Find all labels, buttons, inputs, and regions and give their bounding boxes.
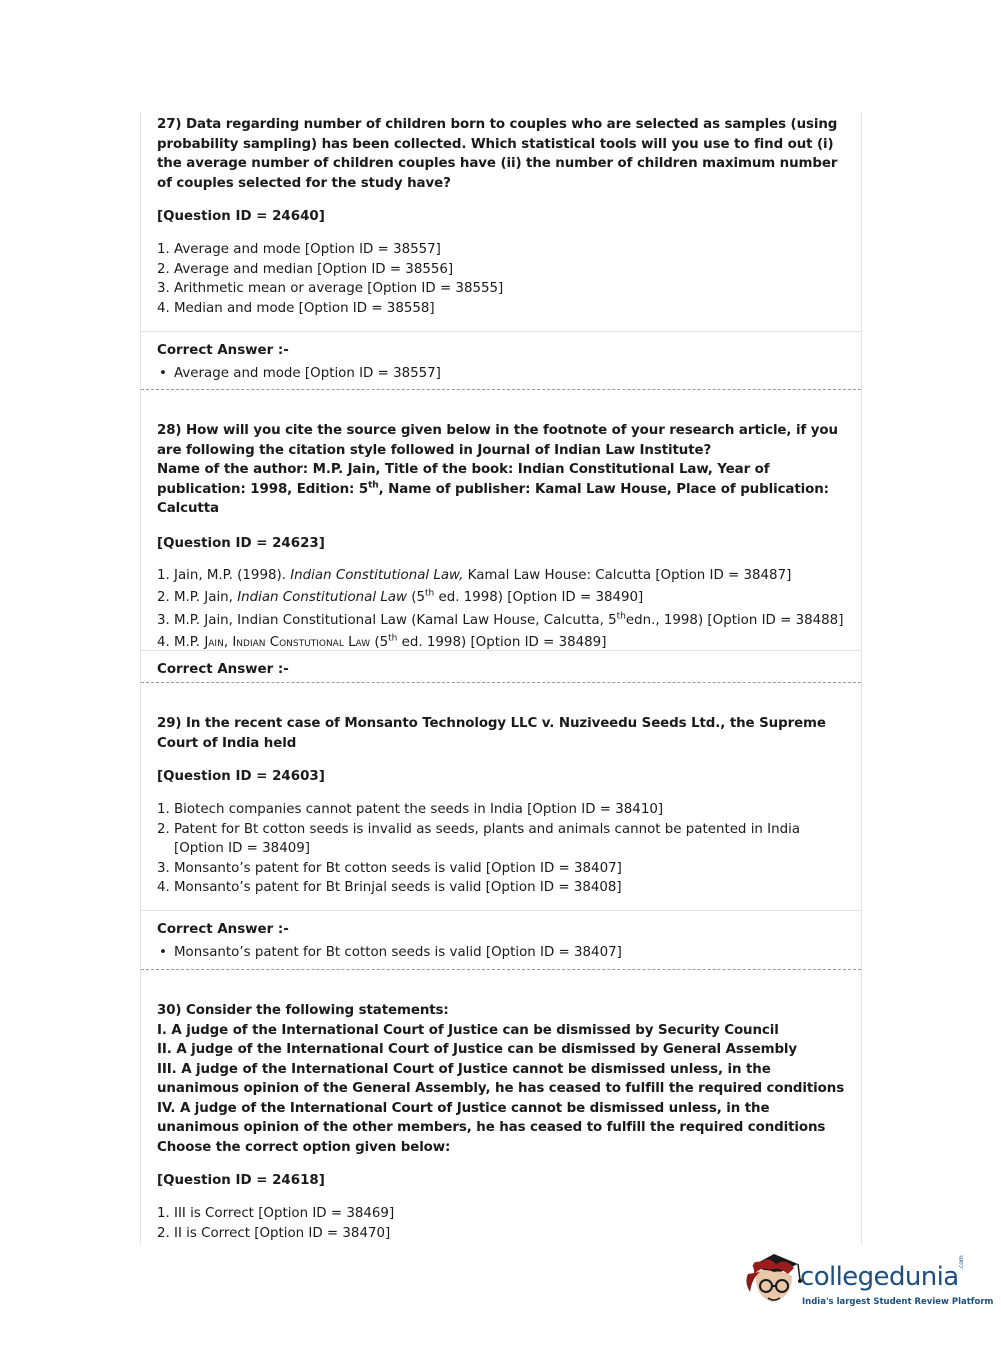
question-divider [141, 389, 861, 390]
correct-answer-section [141, 331, 861, 389]
correct-answer-label: Correct Answer :- [157, 922, 289, 937]
option-item: 2. II is Correct [Option ID = 38470] [157, 1225, 391, 1241]
logo-domain: .com [958, 1255, 965, 1270]
bullet-icon: • [159, 945, 167, 960]
option-item: 3. Arithmetic mean or average [Option ID = 38555] [157, 281, 504, 296]
question-id: [Question ID = 24640] [157, 209, 325, 224]
question-text: 29) In the recent case of Monsanto Technology LLC v. Nuziveedu Seeds Ltd., the Supreme Court of India held [157, 716, 826, 751]
question-id: [Question ID = 24603] [157, 769, 325, 784]
option-item: 3. M.P. Jain, Indian Constitutional Law (Kamal Law House, Calcutta, 5thedn., 1998) [Option ID = 38488] [157, 611, 844, 628]
option-item: 1. III is Correct [Option ID = 38469] [157, 1206, 395, 1221]
document-page [140, 112, 862, 1244]
question-27 [141, 115, 861, 318]
options-list [157, 800, 845, 898]
option-item: 2. Patent for Bt cotton seeds is invalid as seeds, plants and animals cannot be patented in India [Option ID = 38409] [157, 821, 801, 856]
option-item: 1. Biotech companies cannot patent the seeds in India [Option ID = 38410] [157, 802, 664, 817]
logo-wordmark: collegedunia [800, 1262, 959, 1292]
options-list [157, 240, 845, 318]
bullet-icon: • [159, 366, 167, 381]
correct-answer-label: Correct Answer :- [157, 343, 289, 358]
option-item: 2. M.P. Jain, Indian Constitutional Law (5th ed. 1998) [Option ID = 38490] [157, 588, 644, 605]
option-item: 4. M.P. Jain, Indian Constutional Law (5th ed. 1998) [Option ID = 38489] [157, 633, 607, 650]
option-item: 4. Monsanto’s patent for Bt Brinjal seeds is valid [Option ID = 38408] [157, 880, 622, 895]
options-list [157, 1204, 845, 1243]
correct-answer-item: • Monsanto’s patent for Bt cotton seeds is valid [Option ID = 38407] [159, 945, 622, 960]
option-item: 4. Median and mode [Option ID = 38558] [157, 300, 435, 316]
option-item: 1. Average and mode [Option ID = 38557] [157, 242, 441, 257]
correct-answer-section [141, 650, 861, 682]
option-item: 3. Monsanto’s patent for Bt cotton seeds is valid [Option ID = 38407] [157, 860, 622, 876]
question-28 [141, 421, 861, 655]
option-item: 1. Jain, M.P. (1998). Indian Constitutional Law, Kamal Law House: Calcutta [Option ID = 38487] [157, 567, 792, 583]
option-item: 2. Average and median [Option ID = 38556] [157, 261, 454, 277]
logo-tagline: India's largest Student Review Platform [802, 1297, 994, 1307]
question-text: 28) How will you cite the source given below in the footnote of your research article, if you are following the citation style followed in Journal of Indian Law Institute? Name of the author: M.P. Jain, Title of the book: Indian Constitutional Law, Year of publication: 1998, Edition: 5th, Name of publisher: Kamal Law House, Place of publication: Calcutta [157, 423, 838, 516]
question-id: [Question ID = 24618] [157, 1173, 325, 1188]
question-29 [141, 714, 861, 898]
question-30 [141, 1001, 861, 1243]
question-text: 27) Data regarding number of children born to couples who are selected as samples (using probability sampling) has been collected. Which statistical tools will you use to find out (i) the average number of children couples have (ii) the number of children maximum number of couples selected for the study have? [157, 117, 838, 191]
correct-answer-label: Correct Answer :- [157, 662, 289, 677]
options-list [157, 565, 845, 655]
correct-answer-item: • Average and mode [Option ID = 38557] [159, 366, 441, 381]
question-text: 30) Consider the following statements: I. A judge of the International Court of Justice can be dismissed by Security Council II. A judge of the International Court of Justice can be dismissed by General Assembly III. A judge of the International Court of Justice cannot be dismissed unless, in the unanimous opinion of the General Assembly, he has ceased to fulfill the required conditions IV. A judge of the International Court of Justice cannot be dismissed unless, in the unanimous opinion of the other members, he has ceased to fulfill the required conditions Choose the correct option given below: [157, 1003, 845, 1155]
question-id: [Question ID = 24623] [157, 535, 325, 551]
correct-answer-section [141, 910, 861, 968]
question-divider [141, 969, 861, 970]
question-divider [141, 682, 861, 683]
